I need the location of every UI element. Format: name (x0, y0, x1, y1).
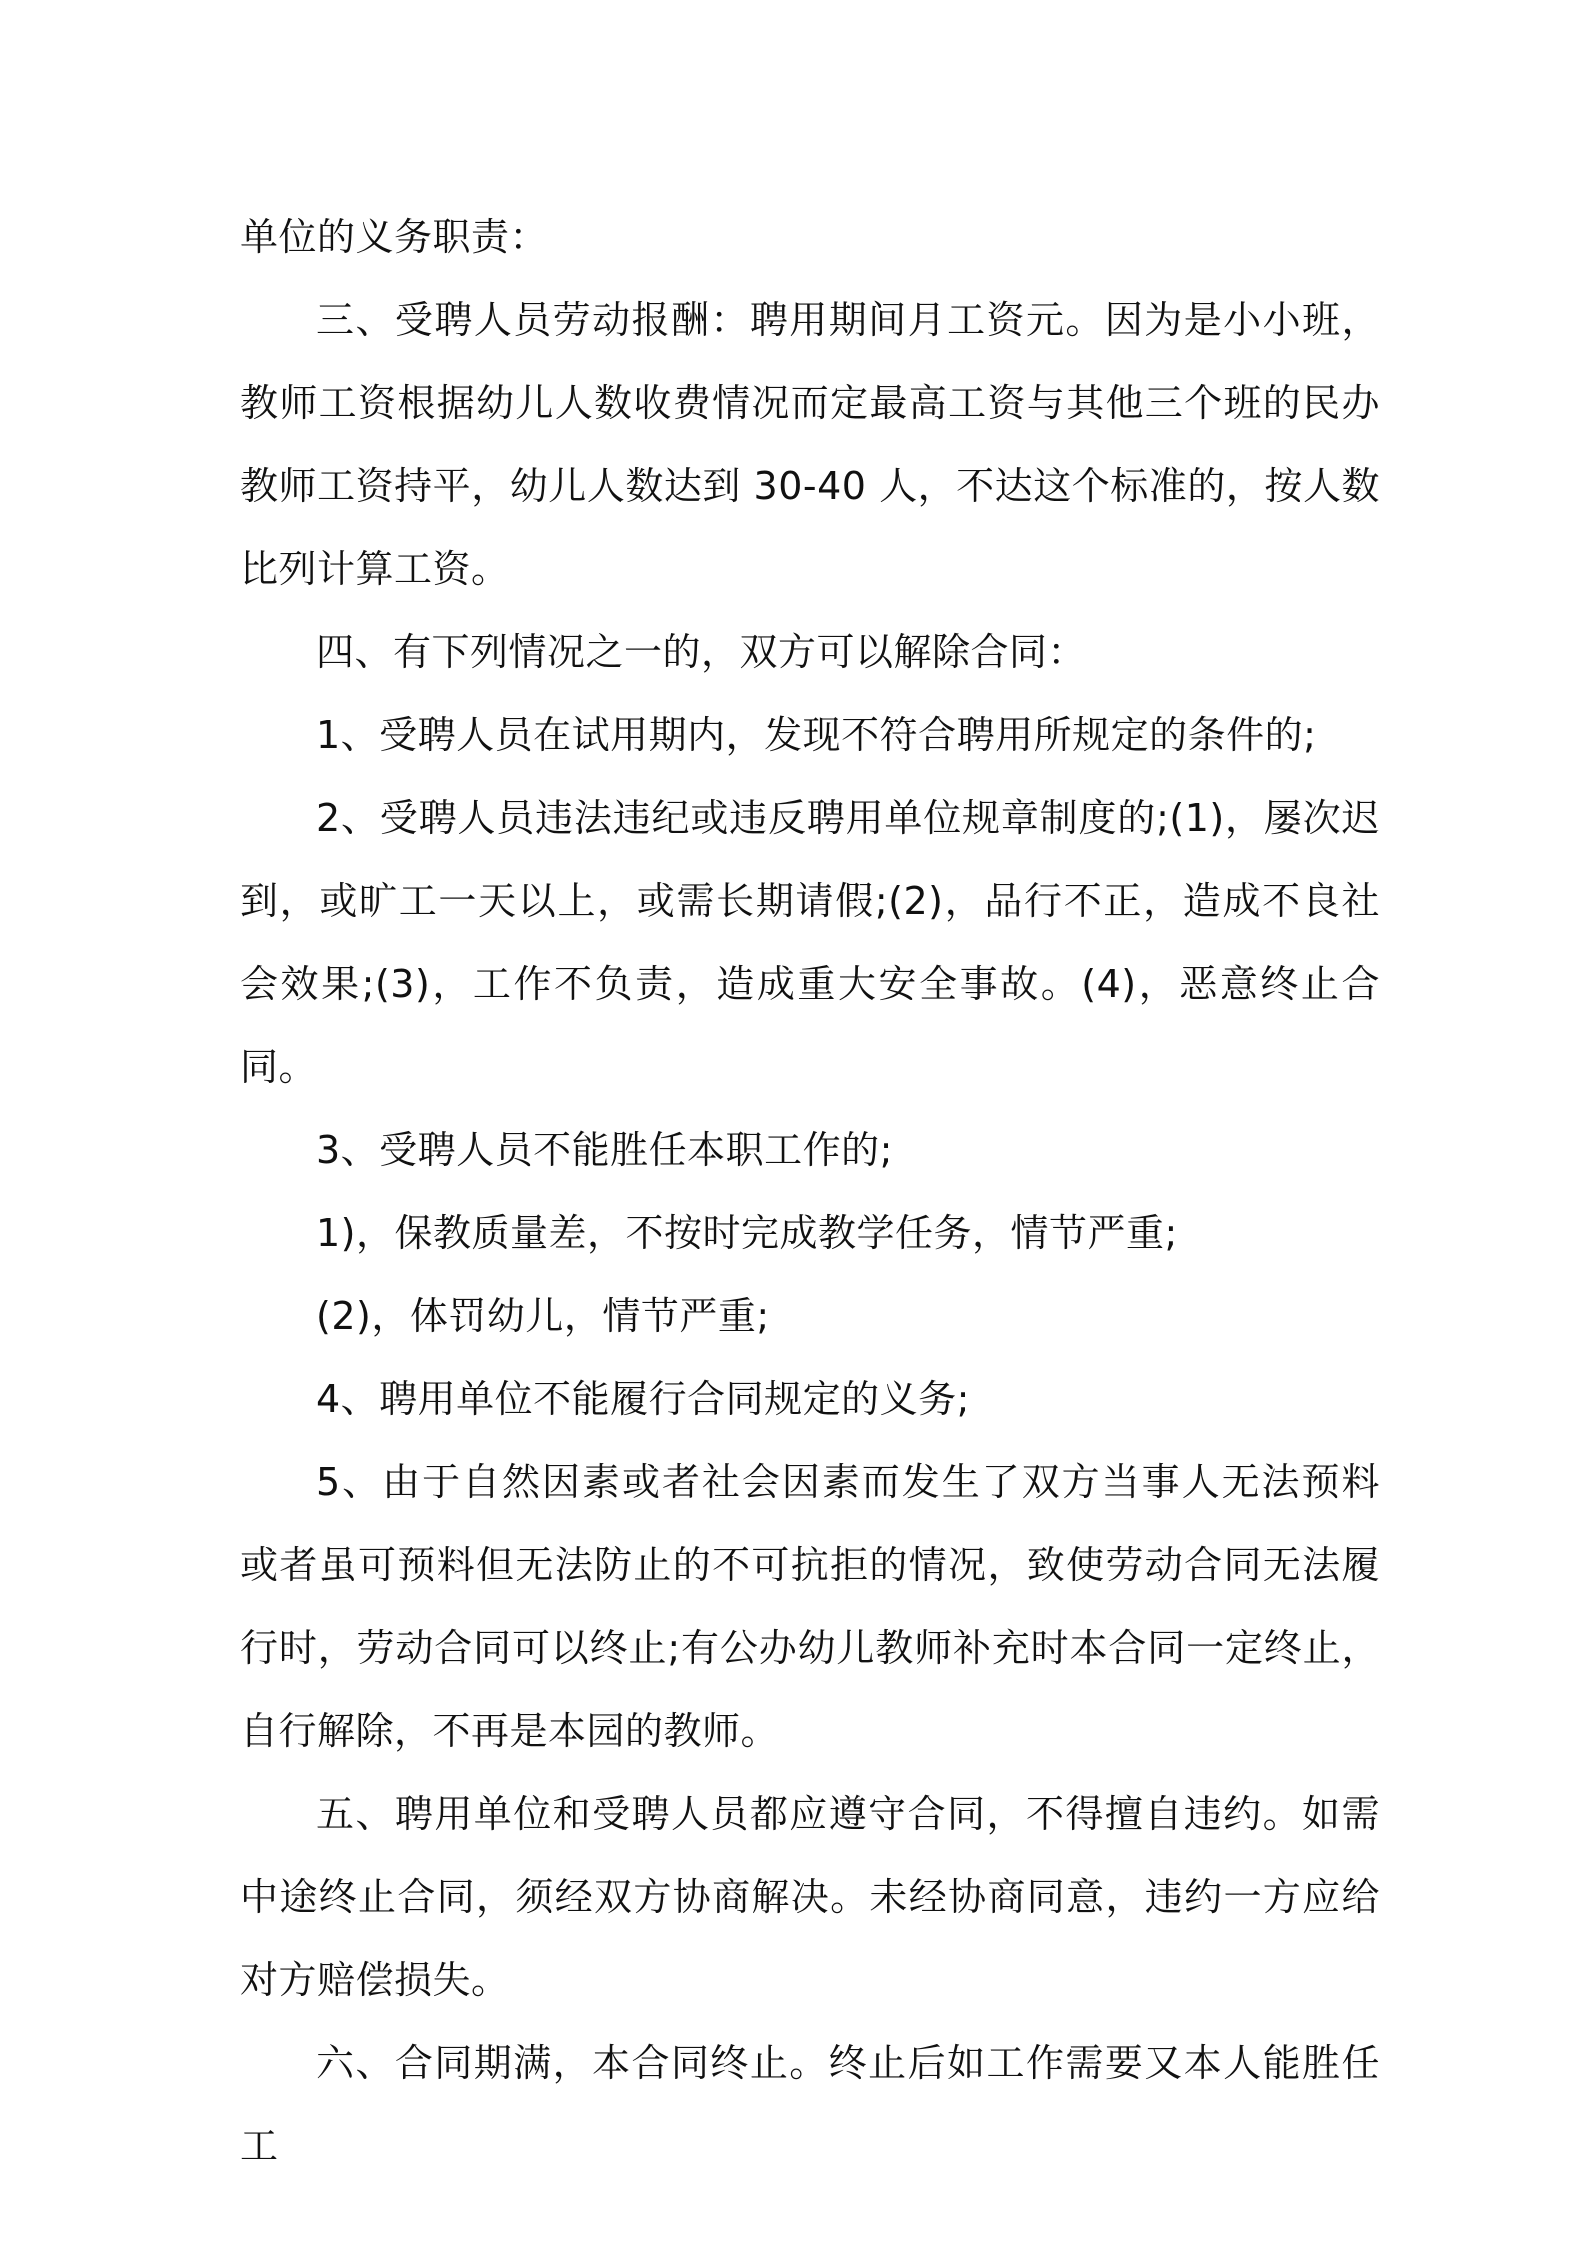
paragraph-clause-3-salary: 三、受聘人员劳动报酬：聘用期间月工资元。因为是小小班，教师工资根据幼儿人数收费情况而定最高工资与其他三个班的民办教师工资持平，幼儿人数达到 30-40 人，不达这个标准的，按人数比列计算工资。 (240, 298, 1380, 591)
paragraph-clause-4-termination: 四、有下列情况之一的，双方可以解除合同： (316, 630, 1087, 674)
paragraph-duties-heading: 单位的义务职责： (240, 215, 549, 259)
paragraph-item-3-sub-1: 1)，保教质量差，不按时完成教学任务，情节严重; (316, 1211, 1178, 1255)
paragraph-item-4: 4、聘用单位不能履行合同规定的义务; (316, 1377, 970, 1421)
paragraph-clause-6-expiry: 六、合同期满，本合同终止。终止后如工作需要又本人能胜任工 (240, 2041, 1380, 2168)
paragraph-clause-5-breach: 五、聘用单位和受聘人员都应遵守合同，不得擅自违约。如需中途终止合同，须经双方协商解决。未经协商同意，违约一方应给对方赔偿损失。 (240, 1792, 1380, 2002)
paragraph-item-2: 2、受聘人员违法违纪或违反聘用单位规章制度的;(1)，屡次迟到，或旷工一天以上，或需长期请假;(2)，品行不正，造成不良社会效果;(3)，工作不负责，造成重大安全事故。(4)，恶意终止合同。 (240, 796, 1380, 1089)
document-body (240, 196, 1380, 2188)
paragraph-item-1: 1、受聘人员在试用期内，发现不符合聘用所规定的条件的; (316, 713, 1317, 757)
paragraph-item-5: 5、由于自然因素或者社会因素而发生了双方当事人无法预料或者虽可预料但无法防止的不可抗拒的情况，致使劳动合同无法履行时，劳动合同可以终止;有公办幼儿教师补充时本合同一定终止，自行解除，不再是本园的教师。 (240, 1460, 1380, 1753)
paragraph-item-3-sub-2: (2)，体罚幼儿，情节严重; (316, 1294, 770, 1338)
paragraph-item-3: 3、受聘人员不能胜任本职工作的; (316, 1128, 893, 1172)
